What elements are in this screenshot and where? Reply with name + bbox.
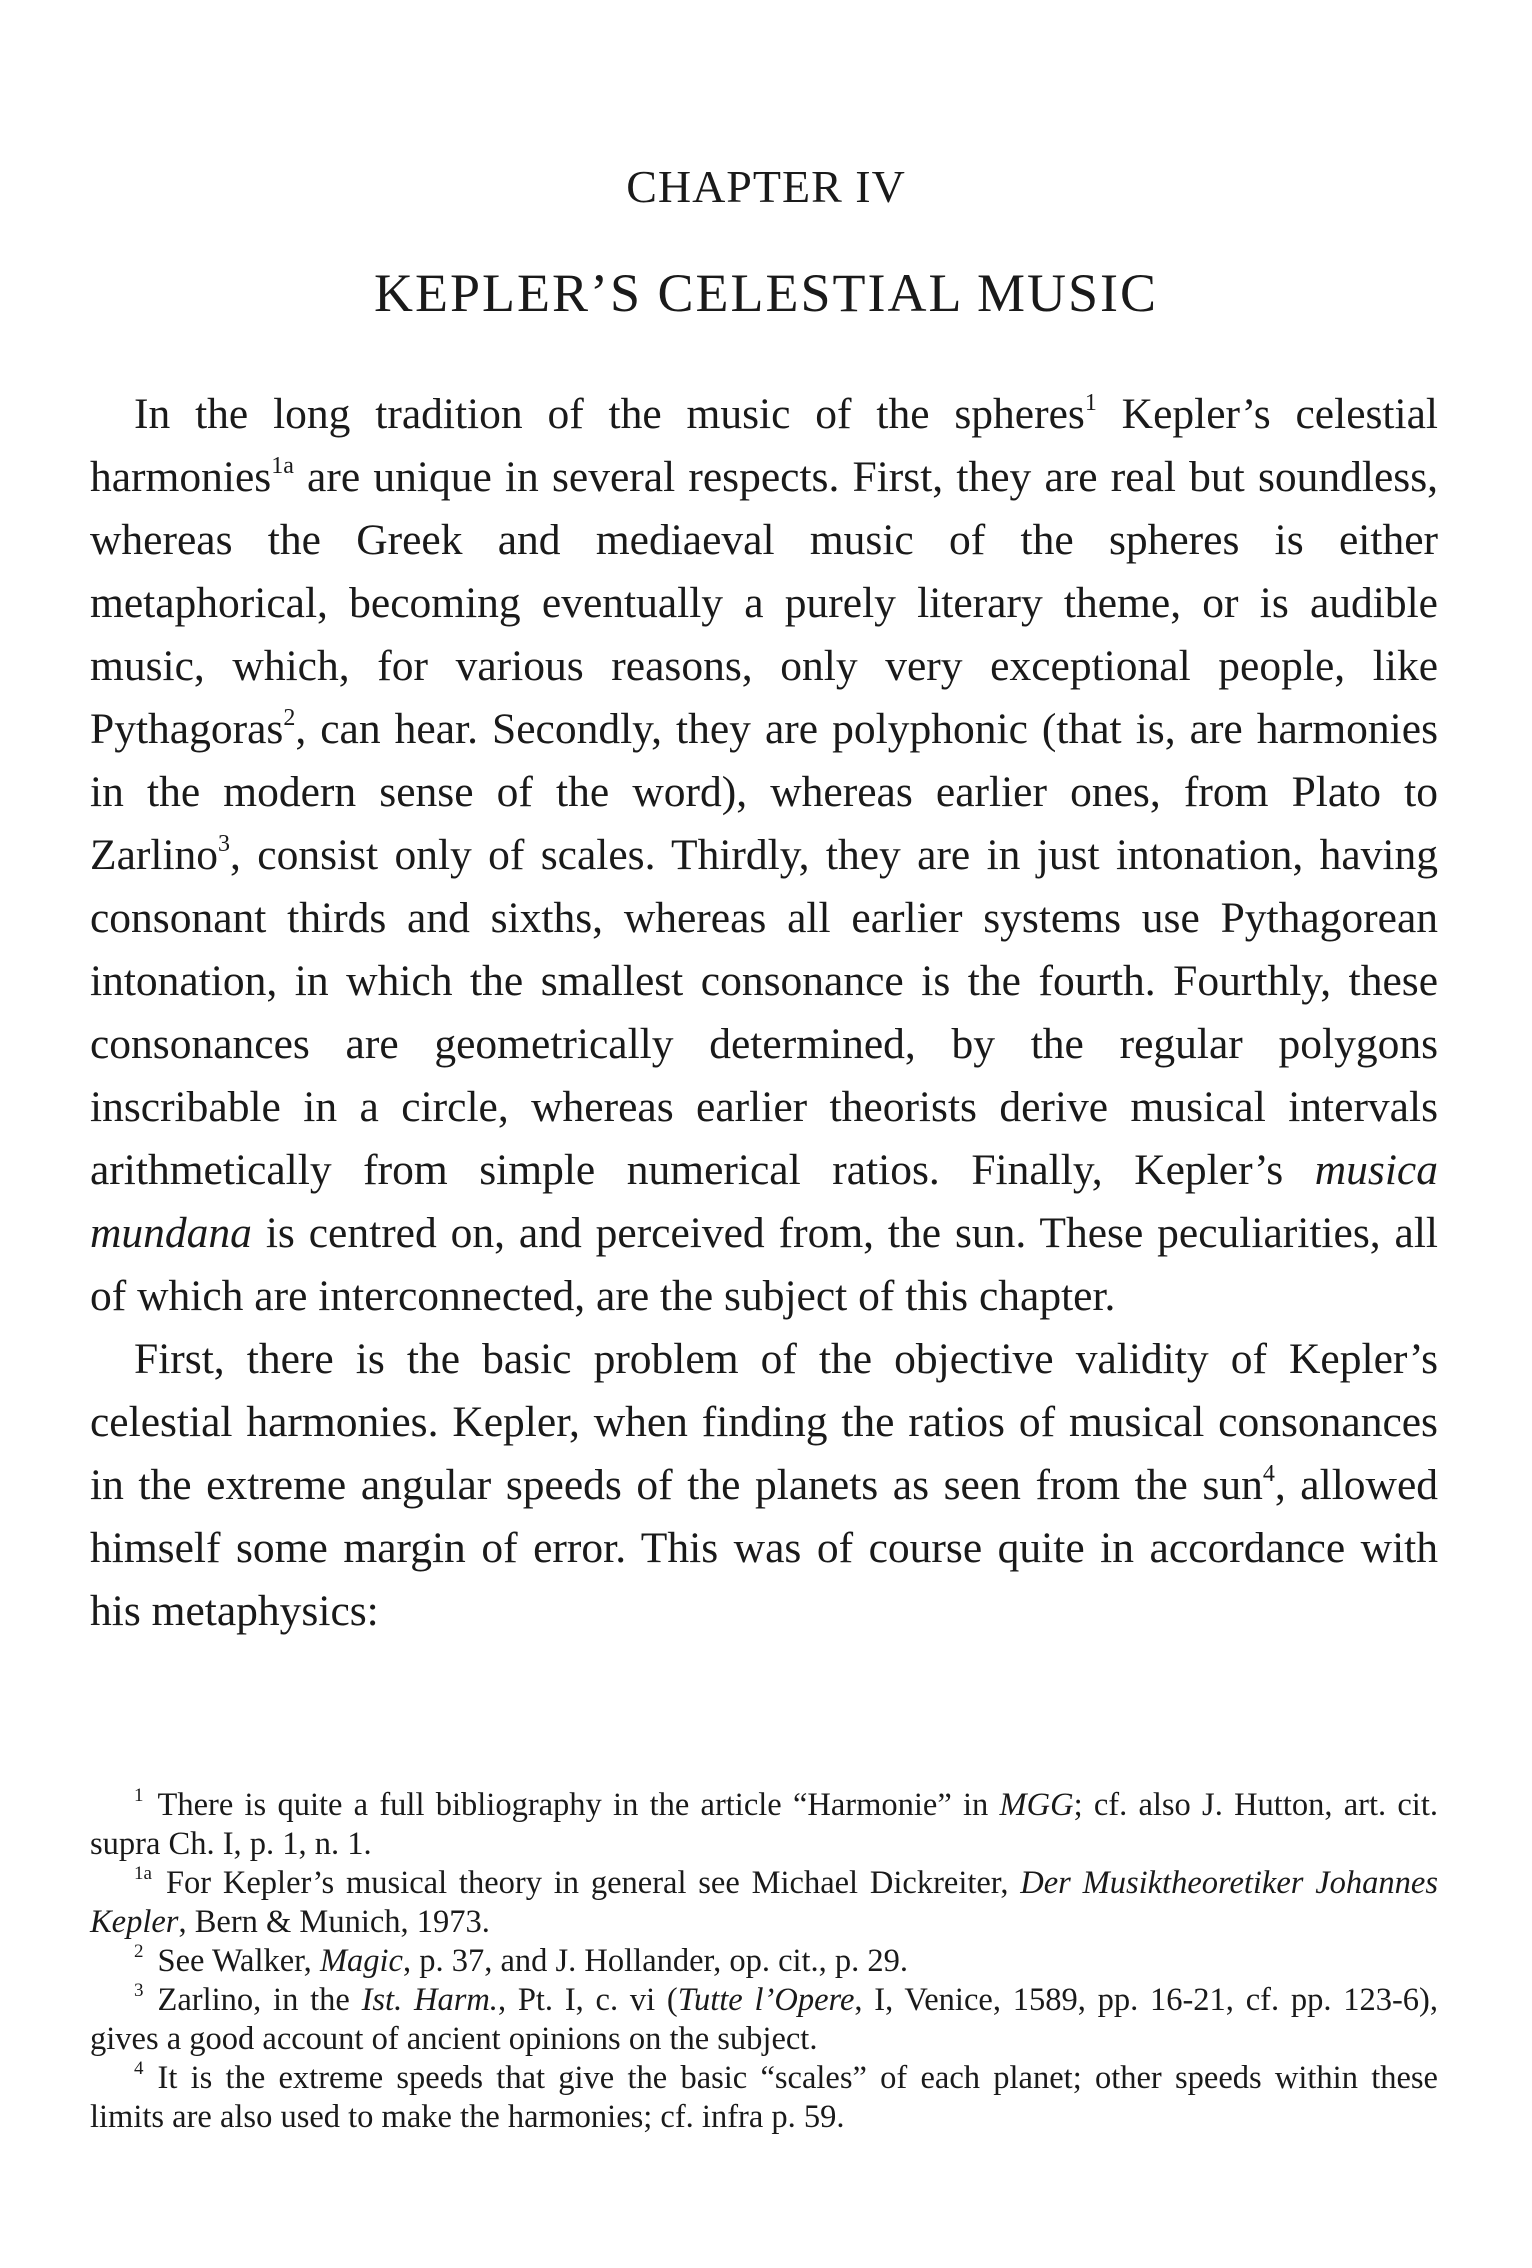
chapter-title: KEPLER’S CELESTIAL MUSIC [373, 263, 1158, 323]
footnote-ref-1a: 1a [271, 453, 294, 479]
footnote-ref-2: 2 [283, 705, 296, 731]
footnote-text: , Pt. I, c. vi ( [497, 1982, 678, 2018]
footnote-text: There is quite a full bibliography in the article “Harmonie” in [157, 1787, 1000, 1823]
footnote-text: Zarlino, in the [157, 1982, 362, 2018]
footnote-text: For Kepler’s musical theory in general see Michael Dickreiter, [165, 1865, 1021, 1901]
footnote-text: ; cf. also J. Hutton, art. cit. supra Ch. I, p. 1, n. 1. [90, 1787, 1438, 1862]
footnote-mark: 2 [134, 1941, 144, 1962]
paragraph-2 [90, 1328, 1438, 1643]
footnote-text: , p. 37, and J. Hollander, op. cit., p. 29. [402, 1943, 909, 1979]
paragraph-1-text: are unique in several respects. First, they are real but soundless, whereas the Greek and mediaeval music of the spheres is either metaphorical, becoming eventually a purely literary theme, or is audible music, which, for various reasons, only very exceptional people, like Pythagoras [90, 453, 1438, 753]
paragraph-1-text: is centred on, and perceived from, the sun. These peculiarities, all of which are interconnected, are the subject of this chapter. [90, 1209, 1438, 1320]
footnote-3 [90, 1981, 1438, 2059]
footnote-mark: 1a [134, 1863, 152, 1884]
footnote-italic: Ist. Harm. [361, 1982, 498, 2018]
footnote-1 [90, 1786, 1438, 1864]
footnote-mark: 3 [134, 1980, 144, 2001]
footnote-2 [90, 1942, 1438, 1981]
footnote-italic: Der Musiktheoretiker Johannes Kepler [90, 1865, 1438, 1940]
footnote-1a [90, 1864, 1438, 1942]
footnote-text: See Walker, [157, 1943, 320, 1979]
paragraph-1-text: , consist only of scales. Thirdly, they are in just intonation, having consonant thirds and sixths, whereas all earlier systems use Pythagorean intonation, in which the smallest consonance is the fourth. Fourthly, these consonances are geometrically determined, by the regular polygons inscribable in a circle, whereas earlier theorists derive musical intervals arithmetically from simple numerical ratios. Finally, Kepler’s [90, 831, 1438, 1194]
footnote-ref-4: 4 [1262, 1461, 1275, 1487]
footnote-italic: MGG [999, 1787, 1074, 1823]
footnote-mark: 1 [134, 1785, 144, 1806]
footnote-text: , I, Venice, 1589, pp. 16-21, cf. pp. 123-6), gives a good account of ancient opinions on the subject. [90, 1982, 1438, 2057]
footnote-italic: Magic [319, 1943, 403, 1979]
paragraph-1 [90, 383, 1438, 1328]
paragraph-1-text: , can hear. Secondly, they are polyphonic (that is, are harmonies in the modern sense of the word), whereas earlier ones, from Plato to Zarlino [90, 705, 1438, 879]
paragraph-2-text: , allowed himself some margin of error. This was of course quite in accordance with his metaphysics: [90, 1461, 1438, 1635]
italic-term: musica mundana [90, 1146, 1438, 1257]
paragraph-1-text: Kepler’s celestial harmonies [90, 390, 1438, 501]
chapter-label: CHAPTER IV [626, 161, 906, 212]
body-text [90, 383, 1438, 1643]
paragraph-2-text: First, there is the basic problem of the objective validity of Kepler’s celestial harmonies. Kepler, when finding the ratios of musical consonances in the extreme angular speeds of the planets as seen from the sun [90, 1335, 1438, 1509]
paragraph-1-text: In the long tradition of the music of the spheres [134, 390, 1085, 438]
footnote-4 [90, 2059, 1438, 2137]
footnotes [90, 1786, 1438, 2137]
footnote-mark: 4 [134, 2058, 144, 2079]
footnote-text: It is the extreme speeds that give the basic “scales” of each planet; other speeds within these limits are also used to make the harmonies; cf. infra p. 59. [90, 2060, 1438, 2135]
footnote-ref-3: 3 [218, 831, 231, 857]
footnote-italic: Tutte l’Opere [677, 1982, 855, 2018]
footnote-ref-1: 1 [1084, 390, 1097, 416]
footnote-text: , Bern & Munich, 1973. [178, 1904, 490, 1940]
